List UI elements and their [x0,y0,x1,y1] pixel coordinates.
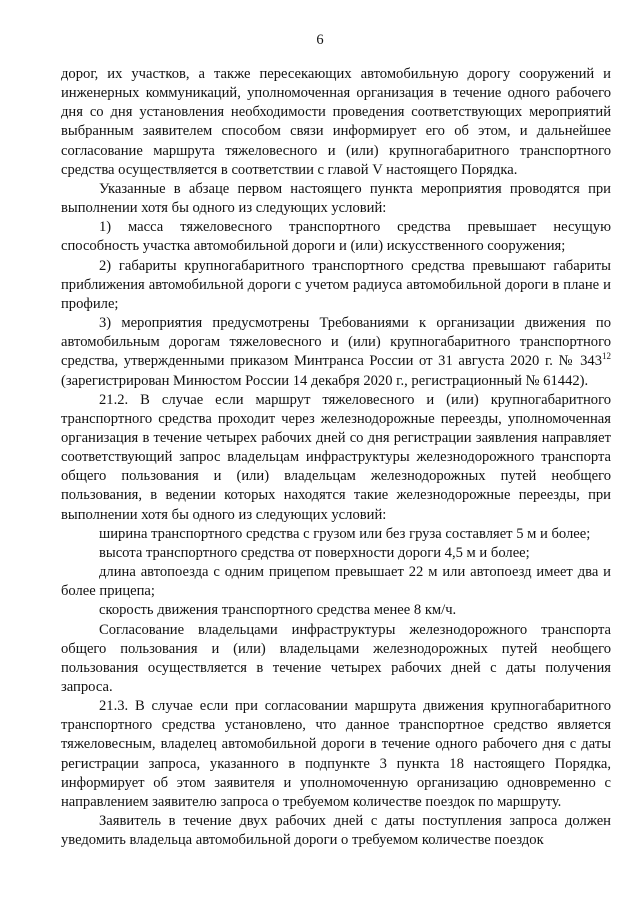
document-body [61,65,611,850]
clause-21-2: 21.2. В случае если маршрут тяжеловесного и (или) крупногабаритного транспортного средства проходит через железнодорожные переезды, уполномоченная организация в течение четырех рабочих дней со дня регистрации заявления направляет соответствующий запрос владельцам инфраструктуры железнодорожного транспорта общего пользования и (или) владельцам железнодорожных путей необщего пользования, в ведении которых находятся такие железнодорожные переезды, при выполнении хотя бы одного из следующих условий: [61,391,611,523]
paragraph-conditions-intro: Указанные в абзаце первом настоящего пункта мероприятия проводятся при выполнении хотя бы одного из следующих условий: [61,180,611,217]
paragraph-applicant-notice: Заявитель в течение двух рабочих дней с даты поступления запроса должен уведомить владельца автомобильной дороги о требуемом количестве поездок [61,813,611,849]
paragraph-rail-approval: Согласование владельцами инфраструктуры железнодорожного транспорта общего пользования и (или) владельцами железнодорожных путей необщего пользования осуществляется в течение четырех рабочих дней с даты получения запроса. [61,621,611,695]
condition-item-1: 1) масса тяжеловесного транспортного средства превышает несущую способность участка автомобильной дороги и (или) искусственного сооружения; [61,219,611,255]
rail-condition-height: высота транспортного средства от поверхности дороги 4,5 м и более; [99,544,530,561]
condition-item-3 [61,314,611,391]
condition-item-3-text-end: (зарегистрирован Минюстом России 14 декабря 2020 г., регистрационный № 61442). [61,372,589,389]
clause-21-3: 21.3. В случае если при согласовании маршрута движения крупногабаритного транспортного средства установлено, что данное транспортное средство является тяжеловесным, владелец автомобильной дороги в течение одного рабочего дня с даты регистрации запроса, указанного в подпункте 3 пункта 18 настоящего Порядка, информирует об этом заявителя и уполномоченную организацию одновременно с направлением заявителю запроса о требуемом количестве поездок по маршруту. [61,698,611,810]
condition-item-2: 2) габариты крупногабаритного транспортного средства превышают габариты приближения автомобильной дороги с учетом радиуса автомобильной дороги в плане и профиле; [61,257,611,312]
condition-item-3-text: 3) мероприятия предусмотрены Требованиями к организации движения по автомобильным дорогам тяжеловесного и (или) крупногабаритного транспортного средства, утвержденными приказом Минтранса России от 31 августа 2020 г. № 343 [61,315,611,370]
rail-condition-width: ширина транспортного средства с грузом или без груза составляет 5 м и более; [99,525,591,542]
rail-condition-length: длина автопоезда с одним прицепом превышает 22 м или автопоезд имеет два и более прицепа; [61,564,611,600]
paragraph-continuation: дорог, их участков, а также пересекающих автомобильную дорогу сооружений и инженерных коммуникаций, уполномоченная организация в течение одного рабочего дня со дня установления необходимости проведения соответствующих мероприятий выбранным заявителем способом связи информирует его об этом, и дальнейшее согласование маршрута тяжеловесного и (или) крупногабаритного транспортного средства осуществляется в соответствии с главой V настоящего Порядка. [61,66,611,178]
rail-condition-speed: скорость движения транспортного средства менее 8 км/ч. [99,602,457,619]
footnote-ref: 12 [602,351,611,362]
page-number: 6 [316,32,324,48]
